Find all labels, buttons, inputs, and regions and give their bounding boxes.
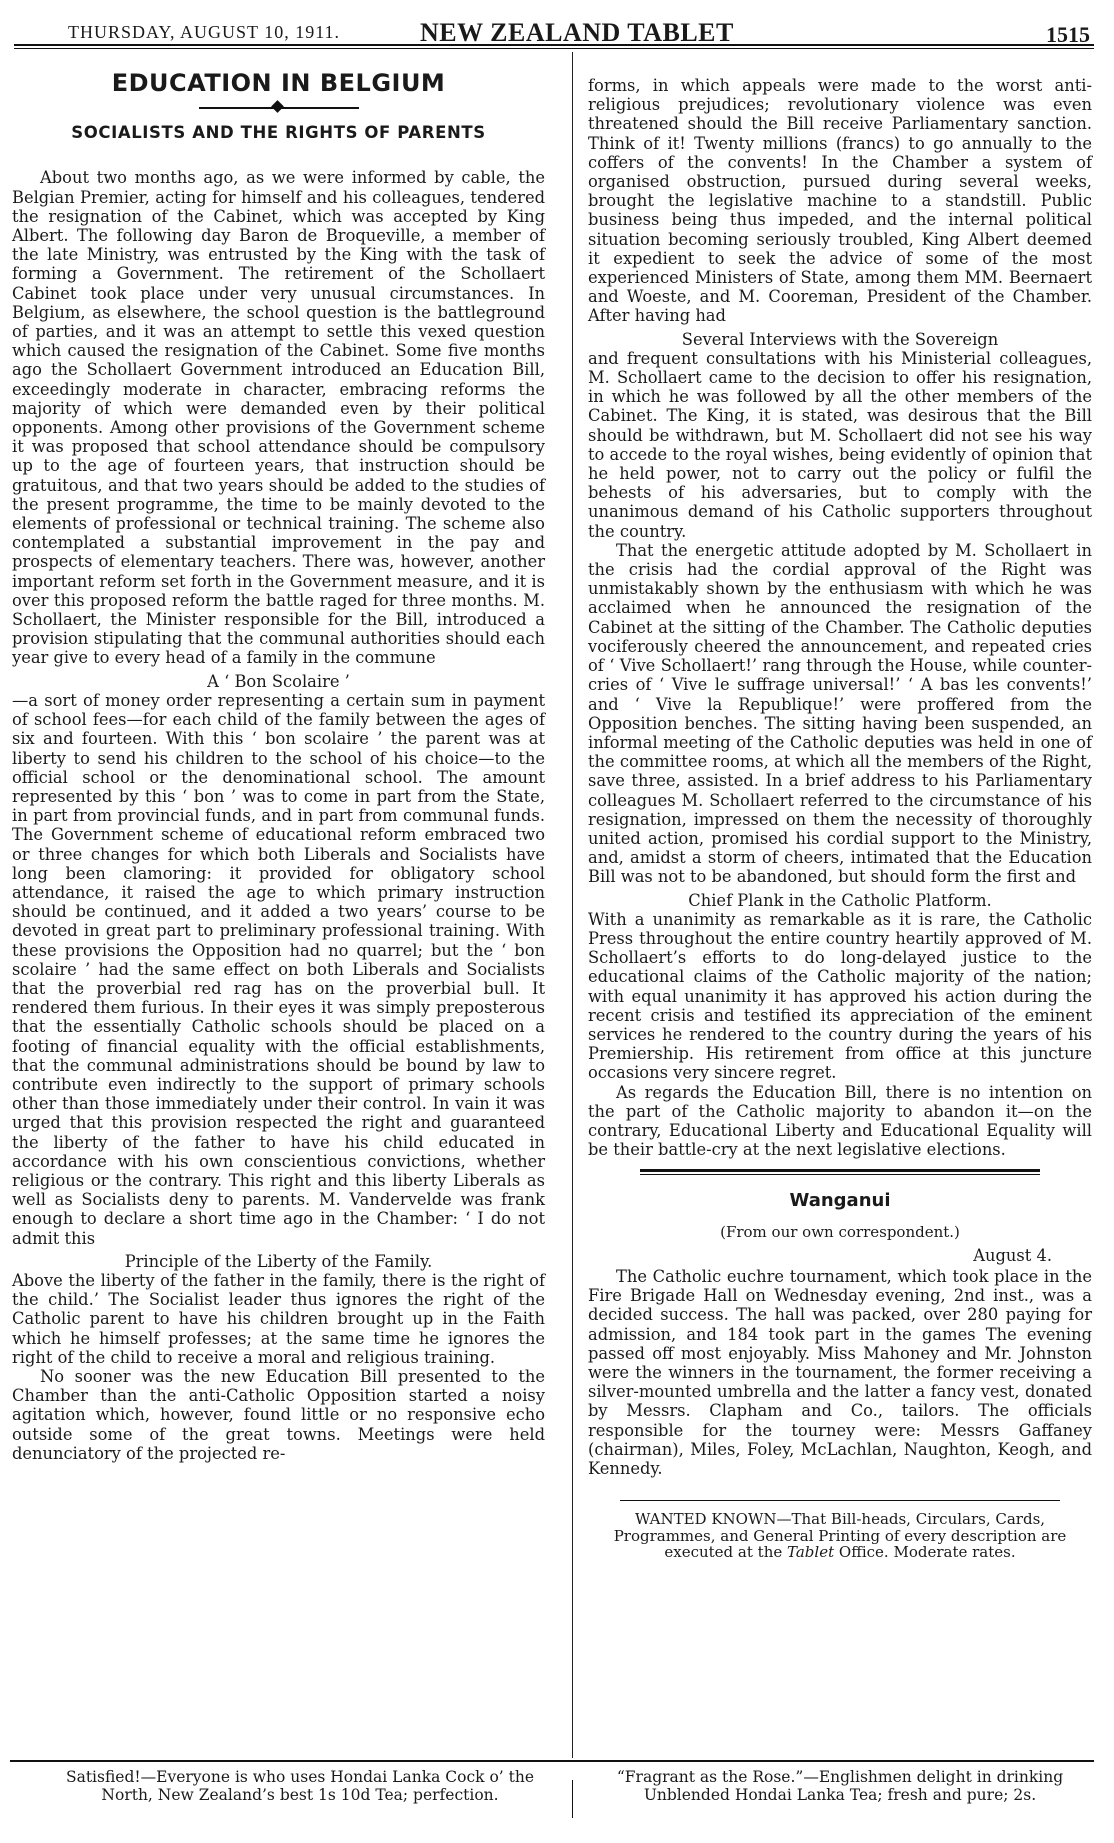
section-divider [640,1169,1040,1175]
diamond-icon [271,100,284,113]
paragraph: About two months ago, as we were informed by cable, the Belgian Premier, acting for himself and his colleagues, tendered the resignation of the Cabinet, which was accepted by King Albert. The following day Baron de Broqueville, a member of the late Ministry, was entrusted by the King with the task of forming a Government. The retirement of the Schollaert Cabinet took place under very unusual circumstances. In Belgium, as elsewhere, the school question is the battleground of parties, and it was an attempt to settle this vexed question which caused the resignation of the Cabinet. Some five months ago the Schollaert Government introduced an Education Bill, exceedingly moderate in character, embracing reforms the majority of which were demanded even by their political opponents. Among other provisions of the Government scheme it was proposed that school attendance should be compulsory up to the age of fourteen years, that instruction should be gratuitous, and that two years should be added to the studies of the present programme, the time to be mainly devoted to the elements of professional or technical training. The scheme also contemplated a substantial improvement in the pay and prospects of elementary teachers. There was, however, another important reform set forth in the Government measure, and it is over this proposed reform the battle raged for three months. M. Schollaert, the Minister responsible for the Bill, introduced a provision stipulating that the communal authorities should each year give to every head of a family in the commune [12,168,545,668]
wanted-italic: Tablet [787,1543,835,1562]
wanganui-byline: (From our own correspondent.) [720,1222,960,1241]
wanted-notice [588,1511,1092,1561]
paragraph: forms, in which appeals were made to the worst anti-religious prejudices; revolutionary violence was even threatened should the Bill receive Parliamentary sanction. Think of it! Twenty millions (francs) to go annually to the coffers of the convents! In the Chamber a system of organised obstruction, pursued during several weeks, brought the legislative machine to a standstill. Public business being thus impeded, and the internal political situation becoming seriously troubled, King Albert deemed it expedient to seek the advice of some of the most experienced Ministers of State, among them MM. Beernaert and Woeste, and M. Cooreman, President of the Chamber. After having had [588,76,1092,326]
article-title: EDUCATION IN BELGIUM [111,69,446,97]
masthead [10,14,1090,48]
paragraph: With a unanimity as remarkable as it is rare, the Catholic Press throughout the entire country heartily approved of M. Schollaert’s efforts to do long-delayed justice to the educational claims of the Catholic majority of the nation; with equal unanimity it has approved his action during the recent crisis and testified its appreciation of the eminent services he rendered to the country during the years of his Premiership. His retirement from office at this juncture occasions very sincere regret. [588,909,1092,1083]
newspaper-title: NEW ZEALAND TABLET [420,18,734,47]
page-number: 1515 [1046,22,1090,47]
section-heading: Chief Plank in the Catholic Platform. [688,890,992,910]
footer-ad-right: “Fragrant as the Rose.”—Englishmen delight in drinking Unblended Hondai Lanka Tea; fresh and pure; 2s. [616,1768,1064,1804]
section-heading: A ‘ Bon Scolaire ’ [207,671,350,691]
footer-divider [572,1780,573,1818]
title-ornament [199,99,359,115]
wanted-text: WANTED KNOWN—That Bill-heads, Circulars, Cards, Programmes, and General Printing of every description are executed at the [613,1510,1067,1562]
section-heading: Principle of the Liberty of the Family. [124,1251,433,1271]
notice-divider [620,1500,1060,1501]
wanganui-date: August 4. [973,1245,1052,1265]
column-divider [572,52,573,1758]
paragraph: The Catholic euchre tournament, which took place in the Fire Brigade Hall on Wednesday evening, 2nd inst., was a decided success. The hall was packed, over 280 paying for admission, and 184 took part in the games The evening passed off most enjoyably. Miss Mahoney and Mr. Johnston were the winners in the tournament, the former receiving a silver-mounted umbrella and the latter a fancy vest, donated by Messrs. Clapham and Co., tailors. The officials responsible for the tourney were: Messrs Gaffaney (chairman), Miles, Foley, McLachlan, Naughton, Keogh, and Kennedy. [588,1266,1092,1479]
masthead-rule [14,44,1094,46]
wanganui-heading: Wanganui [789,1190,891,1212]
masthead-rule-thin [14,48,1094,49]
paragraph: Above the liberty of the father in the family, there is the right of the child.’ The Socialist leader thus ignores the right of the Catholic parent to have his children brought up in the Faith which he himself professes; at the same time he ignores the right of the child to receive a moral and religious training. [12,1270,545,1367]
paragraph: —a sort of money order representing a certain sum in payment of school fees—for each child of the family between the ages of six and fourteen. With this ‘ bon scolaire ’ the parent was at liberty to send his children to the school of his choice—to the official school or the denominational school. The amount represented by this ‘ bon ’ was to come in part from the State, in part from provincial funds, and in part from communal funds. The Government scheme of educational reform embraced two or three changes for which both Liberals and Socialists have long been clamoring: it provided for obligatory school attendance, it raised the age to which primary instruction should be continued, and it added a two years’ course to be devoted in great part to preliminary professional training. With these provisions the Opposition had no quarrel; but the ‘ bon scolaire ’ had the same effect on both Liberals and Socialists that the proverbial red rag has on the proverbial bull. It rendered them furious. In their eyes it was simply preposterous that the essentially Catholic schools should be placed on a footing of financial equality with the official establishments, that the communal administrations should be bound by law to contribute even indirectly to the support of primary schools other than those immediately under their control. In vain it was urged that this provision respected the right and guaranteed the liberty of the father to have his child educated in accordance with his own conscientious convictions, whether religious or the contrary. This right and this liberty Liberals as well as Socialists deny to parents. M. Vandervelde was frank enough to declare a short time ago in the Chamber: ‘ I do not admit this [12,690,545,1248]
issue-date: THURSDAY, AUGUST 10, 1911. [68,22,341,42]
paragraph: No sooner was the new Education Bill presented to the Chamber than the anti-Catholic Opposition started a noisy agitation which, however, found little or no responsive echo outside some of the great towns. Meetings were held denunciatory of the projected re- [12,1367,545,1463]
footer-ad-left: Satisfied!—Everyone is who uses Hondai Lanka Cock o’ the North, New Zealand’s best 1s 10d Tea; perfection. [65,1768,535,1804]
right-column [588,76,1092,1561]
section-heading: Several Interviews with the Sovereign [681,329,999,349]
paragraph: As regards the Education Bill, there is no intention on the part of the Catholic majority to abandon it—on the contrary, Educational Liberty and Educational Equality will be their battle-cry at the next legislative elections. [588,1082,1092,1160]
paragraph: That the energetic attitude adopted by M. Schollaert in the crisis had the cordial approval of the Right was unmistakably shown by the enthusiasm with which he was acclaimed when he announced the resignation of the Cabinet at the sitting of the Chamber. The Catholic deputies vociferously cheered the announcement, and repeated cries of ‘ Vive Schollaert!’ rang through the House, while counter-cries of ‘ Vive le suffrage universal!’ ‘ A bas les convents!’ and ‘ Vive la Republique!’ were proffered from the Opposition benches. The sitting having been suspended, an informal meeting of the Catholic deputies was held in one of the committee rooms, at which all the members of the Right, save three, assisted. In a brief address to his Parliamentary colleagues M. Schollaert referred to the circumstance of his resignation, impressed on them the necessity of thoroughly united action, promised his cordial support to the Ministry, and, amidst a storm of cheers, intimated that the Education Bill was not to be abandoned, but should form the first and [588,540,1092,887]
wanted-tail: Office. Moderate rates. [838,1543,1016,1562]
footer-rule [10,1760,1094,1762]
paragraph: and frequent consultations with his Ministerial colleagues, M. Schollaert came to the decision to offer his resignation, in which he was followed by all the other members of the Cabinet. The King, it is stated, was desirous that the Bill should be withdrawn, but M. Schollaert did not see his way to accede to the royal wishes, being evidently of opinion that he held power, not to carry out the policy or fulfil the behests of his adversaries, but to comply with the unanimous demand of his Catholic supporters throughout the country. [588,348,1092,541]
article-subtitle: SOCIALISTS AND THE RIGHTS OF PARENTS [71,123,486,143]
left-column [12,60,545,1463]
